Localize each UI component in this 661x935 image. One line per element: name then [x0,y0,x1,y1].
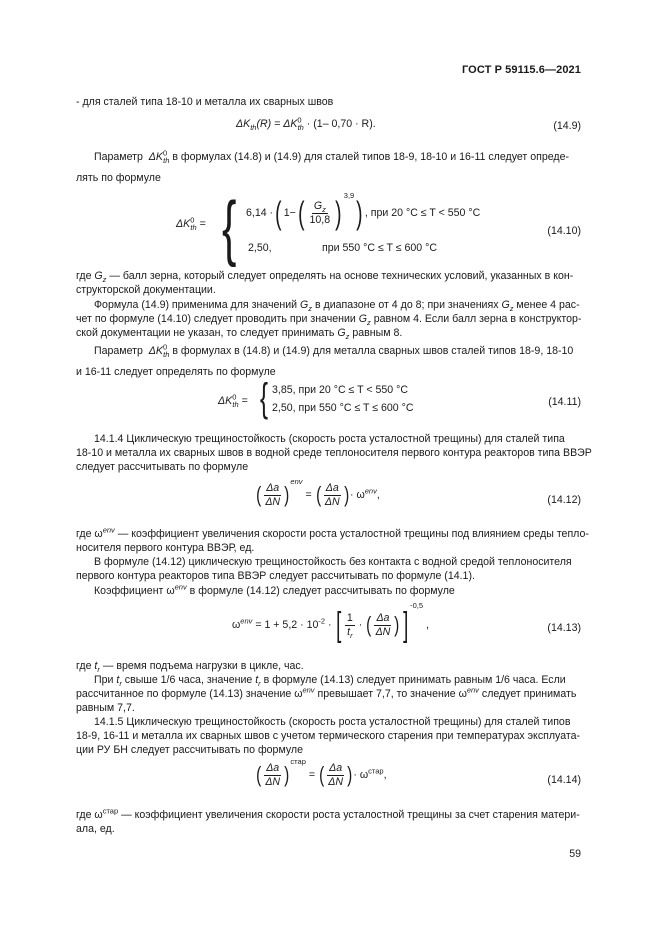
equation-number-14-14: (14.14) [547,774,581,786]
paragraph-14-1-5-end: ции РУ БН следует рассчитывать по формуле [76,744,303,756]
paragraph-gz-definition-cont: структорской документации. [76,284,216,296]
paragraph-parameter-dk0-welds-cont: и 16-11 следует определять по формуле [76,366,276,378]
equation-14-10-row1: 6,14 ·( 1−( $\frac{G_z}{10,8}$ ) $^{3,9}$) , при 20 °C ≤ T < 550 °C [246,191,481,232]
paragraph-steels-18-10: - для сталей типа 18-10 и металла их сварных швов [76,96,334,108]
paragraph-omega-star-definition: где $\omega^{стар}$ — коэффициент увеличения скорости роста усталостной трещины за счет старения матери- [76,806,580,821]
page-number: 59 [569,848,581,860]
paragraph-omega-star-definition-cont: ала, ед. [76,823,115,835]
paragraph-tr-definition: где $t_r$ — время подъема нагрузки в цикле, час. [76,660,304,675]
paragraph-formula-applicability-cont: чет по формуле (14.10) следует проводить при значении $G_z$ равном 4. Если балл зерна в конструктор- [76,313,582,328]
equation-14-11-row2: 2,50, при 550 °C ≤ T ≤ 600 °C [272,402,414,414]
paragraph-tr-limit-end: равным 7,7. [76,702,135,714]
paragraph-14-1-4: 14.1.4 Циклическую трещиностойкость (скорость роста усталостной трещины) для сталей типа [94,433,565,445]
paragraph-parameter-dk0: Параметр $\Delta K^0_{th}$ в формулах (14.8) и (14.9) для сталей типов 18-9, 18-10 и 16-11 следует опреде- [94,148,569,166]
paragraph-no-contact-cont: первого контура реакторов типа ВВЭР следует рассчитывать по формуле (14.1). [76,570,475,582]
equation-14-10-lhs: $\Delta K^0_{th}$ = [176,215,206,233]
equation-14-9: $\Delta K_{th}(R) = \Delta K^0_{th} \cdot (1-$ 0,70 · R). [236,115,376,133]
equation-number-14-9: (14.9) [553,120,581,132]
equation-14-11-row1: 3,85, при 20 °C ≤ T < 550 °C [272,384,408,396]
equation-14-10-row2: 2,50, [248,242,272,254]
equation-number-14-13: (14.13) [547,622,581,634]
equation-14-13: $\omega^{env} = 1 + 5,2 \cdot 10^{-2}$ · [ $\frac{1}{t_r}$ · ( $\frac{\Delta a}{\Delta N}$ )]$^{-0,5}$ , [232,601,429,645]
paragraph-14-1-4-cont: 18-10 и металла их сварных швов в водной среде теплоносителя первого контура реакторов типа ВВЭР [76,447,592,459]
paragraph-formula-applicability-end: ской документации не указан, то следует принимать $G_z$ равным 8. [76,327,403,342]
paragraph-no-contact: В формуле (14.12) циклическую трещиностойкость без контакта с водной средой теплоносителя [94,556,572,568]
equation-14-14: ( $\frac{\Delta a}{\Delta N}$ )$^{стар}$ = ( $\frac{\Delta a}{\Delta N}$ )· $\omega^{стар}$, [256,757,387,788]
equation-14-10-row2-cond: при 550 °C ≤ T ≤ 600 °C [322,242,437,254]
equation-14-11-brace: { [260,376,269,420]
paragraph-parameter-dk0-welds: Параметр $\Delta K^0_{th}$ в формулах в (14.8) и (14.9) для металла сварных швов сталей типов 18-9, 18-10 [94,342,574,360]
equation-14-12: ( $\frac{\Delta a}{\Delta N}$ )$^{env}$ = ( $\frac{\Delta a}{\Delta N}$ )· $\omega^{env}$, [256,477,380,508]
paragraph-omega-env-calc: Коэффициент $\omega^{env}$ в формуле (14.12) следует рассчитывать по формуле [94,582,455,597]
paragraph-tr-limit: При $t_r$ свыше 1/6 часа, значение $t_r$ в формуле (14.13) следует принимать равным 1/6 часа. Если [94,674,566,689]
equation-number-14-11: (14.11) [548,396,581,408]
paragraph-formula-applicability: Формула (14.9) применима для значений $G_z$ в диапазоне от 4 до 8; при значениях $G_z$ менее 4 рас- [94,299,580,314]
paragraph-tr-limit-cont: рассчитанное по формуле (14.13) значение $\omega^{env}$ превышает 7,7, то значение $\omega^{env}$ следует принимать [76,685,577,700]
paragraph-omega-env-definition: где $\omega^{env}$ — коэффициент увеличения скорости роста усталостной трещины под влиянием среды тепло- [76,525,589,540]
paragraph-omega-env-definition-cont: носителя первого контура ВВЭР, ед. [76,542,255,554]
paragraph-14-1-4-end: следует рассчитывать по формуле [76,461,249,473]
document-header: ГОСТ Р 59115.6—2021 [461,64,581,76]
equation-14-11-lhs: $\Delta K^0_{th}$ = [218,392,248,410]
equation-number-14-12: (14.12) [547,494,581,506]
paragraph-gz-definition: где $G_z$ — балл зерна, который следует определять на основе технических условий, указанных в кон- [76,270,574,285]
equation-14-10-brace: { [222,188,237,268]
paragraph-14-1-5-cont: 18-9, 16-11 и металла их сварных швов с учетом термического старения при температурах эксплуата- [76,730,581,742]
paragraph-14-1-5: 14.1.5 Циклическую трещиностойкость (скорость роста усталостной трещины) для сталей типов [94,716,571,728]
paragraph-parameter-dk0-cont: лять по формуле [76,172,161,184]
equation-number-14-10: (14.10) [547,225,581,237]
